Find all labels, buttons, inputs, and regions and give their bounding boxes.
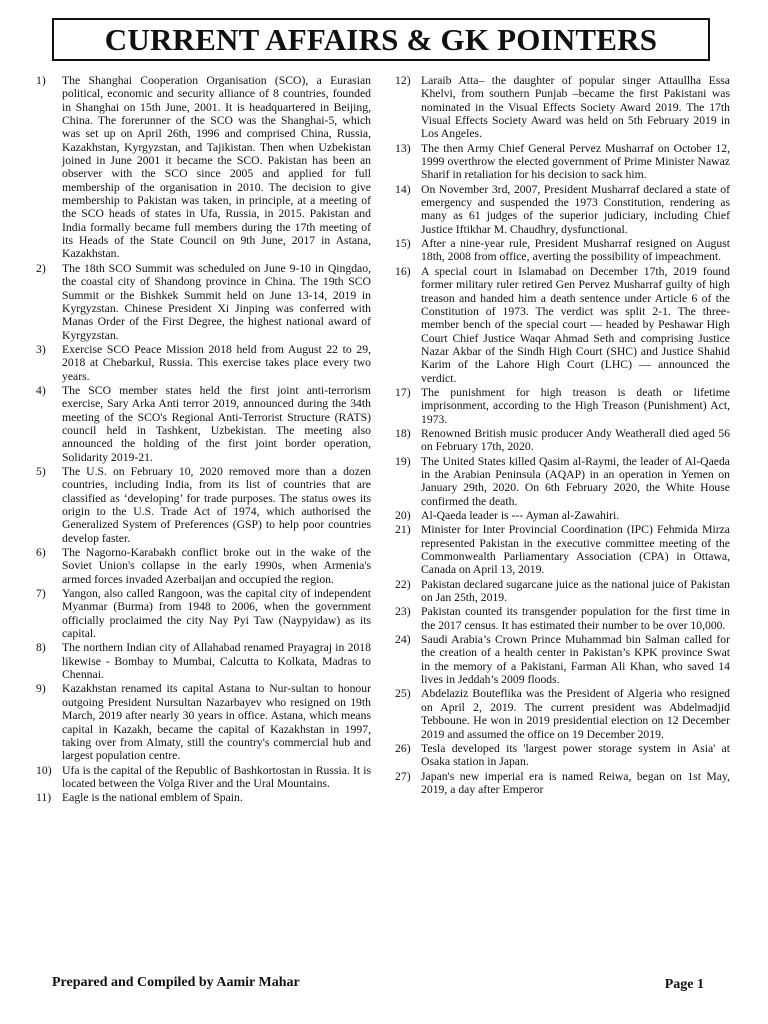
item-number: 7) (36, 587, 46, 601)
list-item (395, 578, 730, 605)
item-number: 26) (395, 741, 411, 755)
list-item (36, 262, 371, 342)
item-text: Laraib Atta– the daughter of popular singer Attaullha Essa Khelvi, from southern Punjab –became the first Pakistani was nominated in the Visual Effects Society Award 2019. The 17th Visual Effects Society Award was held on 5th February 2019 in Los Angeles. (421, 74, 730, 141)
item-number: 13) (395, 141, 411, 155)
list-item (395, 183, 730, 236)
item-text: The SCO member states held the first joint anti-terrorism exercise, Sary Arka Anti terror 2019, announced during the 34th meeting of the SCO's Regional Anti-Terrorist Structure (RATS) council held in Tashkent, Uzbekistan. The meeting also announced the holding of the first joint border operation, Solidarity 2019-21. (62, 383, 371, 464)
footer-credit: Prepared and Compiled by Aamir Mahar (52, 975, 300, 990)
list-item (36, 682, 371, 762)
list-item (395, 523, 730, 576)
list-item (36, 764, 371, 791)
item-number: 5) (36, 464, 46, 478)
item-number: 15) (395, 237, 411, 251)
list-item (395, 455, 730, 508)
item-number: 20) (395, 509, 411, 522)
list-item (36, 641, 371, 681)
list-item (395, 742, 730, 769)
content-columns (36, 74, 730, 964)
item-text: Tesla developed its 'largest power storage system in Asia' at Osaka station in Japan. (421, 741, 730, 769)
item-text: Exercise SCO Peace Mission 2018 held from August 22 to 29, 2018 at Chebarkul, Russia. This exercise takes place every two years. (62, 342, 371, 383)
list-item (395, 633, 730, 686)
list-item (36, 384, 371, 464)
item-text: The United States killed Qasim al-Raymi, the leader of Al-Qaeda in the Arabian Peninsula (AQAP) in an operation in Yemen on January 29th, 2020. On 6th February 2020, the White House confirmed the death. (421, 454, 730, 508)
item-text: Pakistan counted its transgender population for the first time in the 2017 census. It has estimated their number to be over 10,000. (421, 605, 730, 632)
list-item (395, 386, 730, 426)
item-number: 9) (36, 682, 46, 696)
list-item (395, 427, 730, 454)
item-number: 6) (36, 546, 46, 560)
item-text: Ufa is the capital of the Republic of Bashkortostan in Russia. It is located between the Volga River and the Ural Mountains. (62, 763, 371, 790)
item-number: 16) (395, 264, 411, 278)
item-text: Abdelaziz Bouteflika was the President of Algeria who resigned on April 2, 2019. The current president was Abdelmadjid Tebboune. He won in 2019 presidential election on 12 December 2019 and assumed the office on 19 December 2019. (421, 687, 730, 741)
item-text: Minister for Inter Provincial Coordination (IPC) Fehmida Mirza represented Pakistan in the executive committee meeting of the Commonwealth Parliamentary Association (CPA) in Ottawa, Canada on April 13, 2019. (421, 523, 730, 577)
item-text: Kazakhstan renamed its capital Astana to Nur-sultan to honour outgoing President Nursultan Nazarbayev who resigned on 19th March, 2019 after nearly 30 years in office. Astana, which means capital in Kazakh, became the capital of Kazakhstan in 1997, taking over from Almaty, still the country's commercial hub and largest population centre. (62, 682, 371, 763)
item-text: A special court in Islamabad on December 17th, 2019 found former military ruler retired Gen Pervez Musharraf guilty of high treason and handed him a death sentence under Article 6 of the Constitution of 1973. The verdict was split 2-1. The three-member bench of the special court — headed by Peshawar High Court Chief Justice Waqar Ahmad Seth and comprising Justice Nazar Akbar of the Sindh High Court (SHC) and Justice Shahid Karim of the Lahore High Court (LHC) — announced the verdict. (421, 264, 730, 385)
item-number: 1) (36, 74, 46, 87)
item-text: The Shanghai Cooperation Organisation (SCO), a Eurasian political, economic and security alliance of 8 countries, founded in Shanghai on 15th June, 2001. It is headquartered in Beijing, China. The forerunner of the SCO was the Shanghai-5, which was set up on April 26th, 1996 and comprised China, Russia, Kazakhstan, Kyrgyzstan, and Tajikistan. Then when Uzbekistan joined in June 2001 it became the SCO. Pakistan has been an observer with the SCO since 2005 and applied for full membership of the organisation in 2010. The decision to give membership to Pakistan was taken, in principle, at a meeting of the SCO heads of states in Ufa, Russia, in 2015. Pakistan and India formally became full members during the 17th meeting of its Heads of the State Council on 9th June, 2017 in Astana, Kazakhstan. (62, 74, 371, 261)
list-item (36, 791, 371, 804)
item-number: 8) (36, 641, 46, 655)
list-item (36, 465, 371, 545)
item-number: 12) (395, 74, 411, 87)
item-number: 14) (395, 182, 411, 196)
item-number: 3) (36, 342, 46, 356)
item-number: 17) (395, 385, 411, 399)
list-item (395, 770, 730, 797)
item-number: 19) (395, 454, 411, 468)
item-number: 10) (36, 763, 52, 777)
item-text: The Nagorno-Karabakh conflict broke out in the wake of the Soviet Union's collapse in the early 1990s, when Armenia's armed forces invaded Azerbaijan and occupied the region. (62, 546, 371, 586)
title-box (52, 18, 710, 61)
item-text: The 18th SCO Summit was scheduled on June 9-10 in Qingdao, the coastal city of Shandong province in China. The 19th SCO Summit or the Bishkek Summit held on June 13-14, 2019 in Kyrgyzstan. Chinese President Xi Jinping was conferred with Manas Order of the First Degree, the highest national award of Kyrgyzstan. (62, 261, 371, 342)
item-number: 11) (36, 791, 52, 805)
list-item (36, 546, 371, 586)
right-column (395, 74, 730, 964)
item-number: 2) (36, 261, 46, 275)
list-item (36, 343, 371, 383)
list-item (36, 74, 371, 261)
page-title: CURRENT AFFAIRS & GK POINTERS (104, 21, 658, 57)
list-item (395, 687, 730, 740)
list-item (395, 74, 730, 141)
item-text: Yangon, also called Rangoon, was the capital city of independent Myanmar (Burma) from 1948 to 2006, when the government officially proclaimed the city Nay Pyi Taw (Naypyidaw) as its capital. (62, 587, 371, 641)
list-item (36, 587, 371, 640)
item-text: Renowned British music producer Andy Weatherall died aged 56 on February 17th, 2020. (421, 426, 730, 454)
item-text: Saudi Arabia’s Crown Prince Muhammad bin Salman called for the creation of a health center in Pakistan’s KPK province Swat in the memory of a Pakistani, Farman Ali Khan, who saved 14 lives in Jeddah’s 2009 floods. (421, 633, 730, 687)
item-number: 21) (395, 523, 411, 537)
item-text: Japan's new imperial era is named Reiwa, began on 1st May, 2019, a day after Emperor (421, 769, 730, 796)
item-number: 27) (395, 769, 411, 783)
item-text: Eagle is the national emblem of Spain. (62, 791, 243, 805)
page-number: Page 1 (664, 977, 704, 992)
item-text: Al-Qaeda leader is --- Ayman al-Zawahiri. (421, 509, 620, 522)
item-text: On November 3rd, 2007, President Musharraf declared a state of emergency and suspended the 1973 Constitution, rendering as many as 61 judges of the superior judiciary, including Chief Justice Iftikhar M. Chaudhry, dysfunctional. (421, 182, 730, 236)
item-number: 22) (395, 577, 411, 591)
item-text: The punishment for high treason is death or lifetime imprisonment, according to the High Treason (Punishment) Act, 1973. (421, 385, 730, 426)
list-item (395, 605, 730, 632)
item-number: 23) (395, 605, 411, 619)
item-number: 18) (395, 426, 411, 440)
list-item (395, 265, 730, 385)
item-text: After a nine-year rule, President Musharraf resigned on August 18th, 2008 from office, averting the possibility of impeachment. (421, 237, 730, 264)
item-number: 25) (395, 687, 411, 701)
item-text: Pakistan declared sugarcane juice as the national juice of Pakistan on Jan 25th, 2019. (421, 577, 730, 605)
item-number: 4) (36, 383, 46, 397)
item-text: The northern Indian city of Allahabad renamed Prayagraj in 2018 likewise - Bombay to Mumbai, Calcutta to Kolkata, Madras to Chennai. (62, 641, 371, 682)
item-number: 24) (395, 633, 411, 647)
list-item (395, 237, 730, 264)
item-text: The U.S. on February 10, 2020 removed more than a dozen countries, including India, from its list of countries that are classified as ‘developing’ for trade purposes. The status owes its origin to the U.S. Trade Act of 1974, which authorised the Generalized System of Preferences (GSP) to help poor countries develop faster. (62, 464, 371, 545)
item-text: The then Army Chief General Pervez Musharraf on October 12, 1999 overthrow the elected government of Prime Minister Nawaz Sharif in retaliation for his decision to sack him. (421, 141, 730, 182)
list-item (395, 142, 730, 182)
list-item (395, 509, 730, 522)
left-column (36, 74, 371, 964)
